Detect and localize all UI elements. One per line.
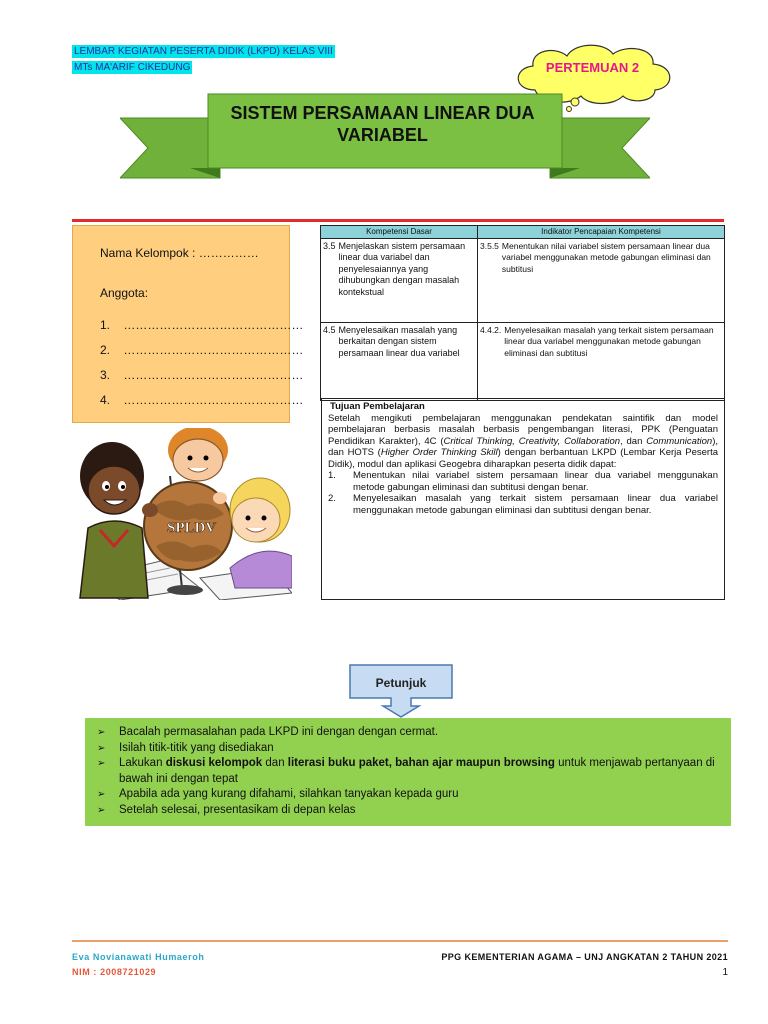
kd-number: 3.5 [323, 240, 336, 251]
text-run: Lakukan [119, 757, 166, 769]
table-row [321, 322, 725, 400]
member-number: 1. [100, 318, 111, 332]
page-number: 1 [722, 967, 728, 978]
competency-table [320, 225, 725, 401]
intro-communication-italic: Communication [646, 435, 713, 447]
member-dots: ……………………………………… [123, 343, 304, 357]
arrow-bullet-icon: ➢ [97, 742, 106, 754]
arrow-bullet-icon: ➢ [97, 758, 106, 769]
kd-text: Menyelesaikan masalah yang berkaitan dengan sistem persamaan linear dua variabel [338, 324, 460, 358]
footer-divider [72, 940, 728, 942]
learning-objectives-box [321, 398, 725, 600]
column-header-ipk: Indikator Pencapaian Kompetensi [478, 226, 725, 239]
instruction-text [119, 756, 719, 787]
group-info-panel [72, 225, 304, 423]
header-school-name: MTs MA'ARIF CIKEDUNG [74, 62, 191, 73]
footer-author: Eva Novianawati Humaeroh [72, 952, 205, 962]
intro-4c-italic: Critical Thinking, Creativity, Collaboration [443, 435, 621, 447]
ipk-cell [478, 238, 725, 322]
ipk-number: 3.5.5 [480, 240, 499, 251]
kd-cell [321, 322, 478, 400]
member-line-3[interactable] [100, 368, 303, 382]
objective-number: 2. [328, 493, 336, 504]
objective-item-1 [328, 470, 718, 493]
bold-text-run: literasi buku paket, bahan ajar maupun browsing [287, 757, 555, 769]
intro-text: , dan [620, 435, 647, 447]
arrow-bullet-icon: ➢ [97, 727, 106, 738]
member-dots: ……………………………………… [123, 393, 304, 407]
intro-text: ) dengan berbantuan LKPD (Lembar Kerja Peserta Didik), modul dan aplikasi Geogebra diharapkan peserta didik dapat: [328, 447, 718, 470]
ipk-text: Menentukan nilai variabel sistem persamaan linear dua variabel menggunakan metode gabungan eliminasi dan subtitusi [501, 240, 711, 274]
group-name-field[interactable]: Nama Kelompok : …………… [100, 246, 259, 260]
ipk-text: Menyelesaikan masalah yang terkait sistem persamaan linear dua variabel menggunakan metode gabungan eliminasi dan subtitusi [504, 324, 714, 358]
intro-text: ), dan HOTS ( [328, 435, 718, 458]
instructions-callout [349, 664, 453, 718]
meeting-badge-label: PERTEMUAN 2 [545, 60, 640, 75]
arrow-bullet-icon: ➢ [97, 804, 106, 816]
header-school-line: LEMBAR KEGIATAN PESERTA DIDIK (LKPD) KELAS VIII [74, 46, 333, 57]
section-divider [72, 219, 724, 222]
ipk-number: 4.4.2. [480, 324, 502, 335]
member-dots: ……………………………………… [123, 318, 304, 332]
footer-nim: NIM : 2008721029 [72, 967, 157, 977]
instruction-item [97, 803, 719, 819]
instruction-text: Apabila ada yang kurang difahami, silahkan tanyakan kepada guru [119, 788, 459, 800]
objective-number: 1. [328, 470, 336, 481]
kd-text: Menjelaskan sistem persamaan linear dua variabel dan penyelesaiannya yang dihubungkan dengan masalah kontekstual [338, 240, 466, 297]
bold-text-run: diskusi kelompok [165, 757, 263, 769]
objectives-intro [328, 413, 718, 471]
members-label: Anggota: [100, 286, 149, 300]
kd-cell [321, 238, 478, 322]
text-run: untuk menjawab pertanyaan di bawah ini dengan tepat [119, 757, 715, 785]
instruction-text: Setelah selesai, presentasikam di depan kelas [119, 803, 356, 816]
intro-text: Setelah mengikuti pembelajaran menggunakan pendekatan saintifik dan model pembelajaran berbasis masalah berbasis pengembangan literasi, PPK (Penguatan Pendidikan Karakter), 4C ( [328, 412, 718, 447]
member-number: 3. [100, 368, 111, 382]
instruction-item [97, 787, 719, 803]
intro-hots-italic: Higher Order Thinking Skill [380, 447, 498, 458]
text-run: dan [262, 757, 288, 769]
member-number: 4. [100, 393, 111, 407]
member-line-4[interactable] [100, 393, 303, 407]
column-header-kd: Kompetensi Dasar [321, 226, 478, 239]
footer-program: PPG KEMENTERIAN AGAMA – UNJ ANGKATAN 2 TAHUN 2021 [441, 952, 728, 962]
page-title [210, 102, 555, 146]
title-line-2: VARIABEL [337, 125, 428, 145]
table-row [321, 238, 725, 322]
instructions-label: Petunjuk [375, 676, 427, 690]
globe-label: SPLDV [167, 520, 217, 536]
member-number: 2. [100, 343, 111, 357]
title-line-1: SISTEM PERSAMAAN LINEAR DUA [230, 103, 535, 123]
member-dots: ……………………………………… [123, 368, 304, 382]
objective-text: Menyelesaikan masalah yang terkait sistem persamaan linear dua variabel menggunakan metode gabungan eliminasi dan subtitusi dengan benar. [353, 493, 718, 516]
ipk-cell [478, 322, 725, 400]
instruction-text: Bacalah permasalahan pada LKPD ini dengan dengan cermat. [119, 726, 439, 738]
member-line-1[interactable] [100, 318, 303, 332]
instructions-box [85, 718, 731, 826]
arrow-bullet-icon: ➢ [97, 789, 106, 800]
objective-item-2 [328, 493, 718, 516]
students-globe-illustration [70, 428, 292, 600]
kd-number: 4.5 [323, 324, 336, 335]
instruction-item [97, 756, 719, 787]
objectives-heading: Tujuan Pembelajaran [330, 401, 425, 412]
member-line-2[interactable] [100, 343, 303, 357]
instruction-item [97, 725, 719, 741]
objective-text: Menentukan nilai variabel sistem persamaan linear dua variabel menggunakan metode gabungan eliminasi dan subtitusi dengan benar. [353, 470, 718, 493]
instruction-text: Isilah titik-titik yang disediakan [119, 741, 274, 754]
instruction-item [97, 741, 719, 757]
